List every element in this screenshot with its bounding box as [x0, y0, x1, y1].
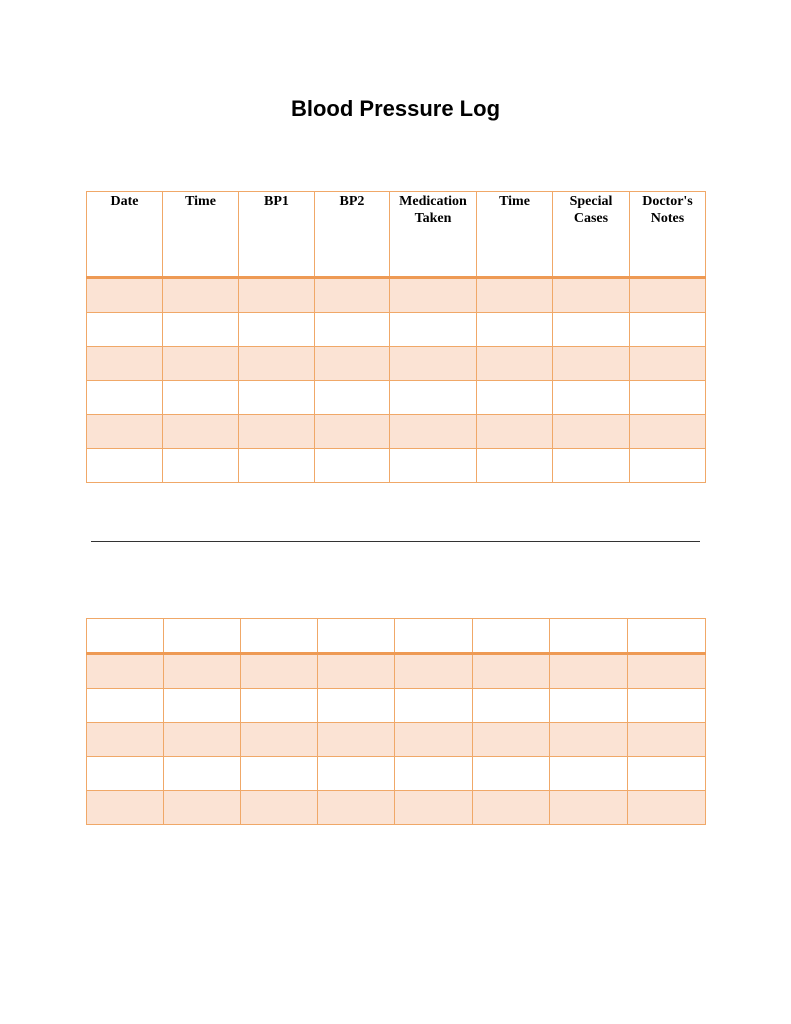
- header-cell[interactable]: [318, 619, 395, 654]
- table-cell[interactable]: [395, 723, 473, 757]
- table-cell[interactable]: [473, 791, 550, 825]
- table-cell[interactable]: [550, 654, 628, 689]
- table-cell[interactable]: [163, 278, 239, 313]
- column-header-bp2: BP2: [315, 192, 390, 278]
- table-cell[interactable]: [87, 723, 164, 757]
- table-cell[interactable]: [390, 278, 477, 313]
- table-cell[interactable]: [390, 415, 477, 449]
- table-row: [87, 791, 706, 825]
- header-cell[interactable]: [395, 619, 473, 654]
- table-cell[interactable]: [87, 449, 163, 483]
- table-cell[interactable]: [163, 381, 239, 415]
- header-row: [87, 192, 706, 278]
- table-row: [87, 415, 706, 449]
- header-cell[interactable]: [473, 619, 550, 654]
- table-cell[interactable]: [477, 313, 553, 347]
- table-cell[interactable]: [477, 449, 553, 483]
- table-cell[interactable]: [241, 723, 318, 757]
- table-cell[interactable]: [553, 313, 630, 347]
- table-cell[interactable]: [163, 415, 239, 449]
- table-cell[interactable]: [630, 347, 706, 381]
- table-cell[interactable]: [318, 757, 395, 791]
- table-cell[interactable]: [241, 791, 318, 825]
- table-cell[interactable]: [395, 689, 473, 723]
- table-cell[interactable]: [318, 791, 395, 825]
- table-cell[interactable]: [87, 689, 164, 723]
- table-cell[interactable]: [239, 381, 315, 415]
- column-header-medication-taken: Medication Taken: [390, 192, 477, 278]
- table-row: [87, 449, 706, 483]
- table-cell[interactable]: [477, 381, 553, 415]
- table-cell[interactable]: [550, 791, 628, 825]
- table-cell[interactable]: [477, 415, 553, 449]
- table-cell[interactable]: [318, 654, 395, 689]
- header-cell[interactable]: [550, 619, 628, 654]
- table-cell[interactable]: [87, 757, 164, 791]
- table-cell[interactable]: [163, 347, 239, 381]
- table-cell[interactable]: [87, 381, 163, 415]
- table-cell[interactable]: [315, 313, 390, 347]
- table-cell[interactable]: [630, 381, 706, 415]
- table-row: [87, 313, 706, 347]
- table-cell[interactable]: [550, 689, 628, 723]
- table-cell[interactable]: [239, 313, 315, 347]
- table-cell[interactable]: [315, 449, 390, 483]
- table-row: [87, 381, 706, 415]
- table-cell[interactable]: [473, 757, 550, 791]
- table-cell[interactable]: [395, 654, 473, 689]
- table-cell[interactable]: [164, 757, 241, 791]
- header-row: [87, 619, 706, 654]
- table-cell[interactable]: [315, 415, 390, 449]
- table-row: [87, 278, 706, 313]
- table-cell[interactable]: [390, 347, 477, 381]
- table-cell[interactable]: [630, 313, 706, 347]
- column-header-bp1: BP1: [239, 192, 315, 278]
- table-cell[interactable]: [315, 278, 390, 313]
- table-cell[interactable]: [241, 757, 318, 791]
- table-cell[interactable]: [628, 654, 706, 689]
- table-cell[interactable]: [239, 347, 315, 381]
- table-cell[interactable]: [553, 278, 630, 313]
- table-cell[interactable]: [163, 449, 239, 483]
- table-cell[interactable]: [473, 654, 550, 689]
- table-cell[interactable]: [550, 757, 628, 791]
- table-cell[interactable]: [473, 723, 550, 757]
- header-cell[interactable]: [87, 619, 164, 654]
- table-cell[interactable]: [239, 449, 315, 483]
- column-header-doctors-notes: Doctor's Notes: [630, 192, 706, 278]
- header-cell[interactable]: [628, 619, 706, 654]
- header-cell[interactable]: [241, 619, 318, 654]
- table-cell[interactable]: [628, 791, 706, 825]
- page-title: Blood Pressure Log: [290, 96, 501, 121]
- table-cell[interactable]: [390, 381, 477, 415]
- table-cell[interactable]: [628, 723, 706, 757]
- table-cell[interactable]: [239, 278, 315, 313]
- table-cell[interactable]: [473, 689, 550, 723]
- table-cell[interactable]: [315, 381, 390, 415]
- table-cell[interactable]: [395, 757, 473, 791]
- column-header-time: Time: [163, 192, 239, 278]
- table-cell[interactable]: [164, 654, 241, 689]
- table-row: [87, 689, 706, 723]
- table-cell[interactable]: [239, 415, 315, 449]
- table-cell[interactable]: [241, 689, 318, 723]
- table-cell[interactable]: [164, 723, 241, 757]
- column-header-special-cases: Special Cases: [553, 192, 630, 278]
- table-cell[interactable]: [553, 347, 630, 381]
- table-cell[interactable]: [164, 689, 241, 723]
- table-cell[interactable]: [477, 278, 553, 313]
- table-cell[interactable]: [390, 449, 477, 483]
- table-cell[interactable]: [87, 654, 164, 689]
- table-cell[interactable]: [553, 381, 630, 415]
- table-cell[interactable]: [87, 313, 163, 347]
- table-cell[interactable]: [87, 347, 163, 381]
- table-cell[interactable]: [550, 723, 628, 757]
- table-row: [87, 723, 706, 757]
- column-header-time-2: Time: [477, 192, 553, 278]
- table-cell[interactable]: [628, 757, 706, 791]
- table-cell[interactable]: [390, 313, 477, 347]
- table-cell[interactable]: [164, 791, 241, 825]
- table-cell[interactable]: [628, 689, 706, 723]
- table-cell[interactable]: [553, 449, 630, 483]
- table-cell[interactable]: [241, 654, 318, 689]
- table-cell[interactable]: [630, 278, 706, 313]
- table-row: [87, 347, 706, 381]
- divider-line: [91, 541, 700, 542]
- blood-pressure-log-table: [86, 191, 706, 483]
- table-cell[interactable]: [87, 791, 164, 825]
- table-cell[interactable]: [318, 723, 395, 757]
- table-row: [87, 654, 706, 689]
- table-cell[interactable]: [553, 415, 630, 449]
- table-cell[interactable]: [87, 415, 163, 449]
- table-cell[interactable]: [630, 415, 706, 449]
- table-cell[interactable]: [630, 449, 706, 483]
- header-cell[interactable]: [164, 619, 241, 654]
- table-cell[interactable]: [315, 347, 390, 381]
- table-cell[interactable]: [395, 791, 473, 825]
- table-row: [87, 757, 706, 791]
- blood-pressure-log-table-2: [86, 618, 706, 825]
- table-cell[interactable]: [477, 347, 553, 381]
- column-header-date: Date: [87, 192, 163, 278]
- table-cell[interactable]: [163, 313, 239, 347]
- table-cell[interactable]: [87, 278, 163, 313]
- table-cell[interactable]: [318, 689, 395, 723]
